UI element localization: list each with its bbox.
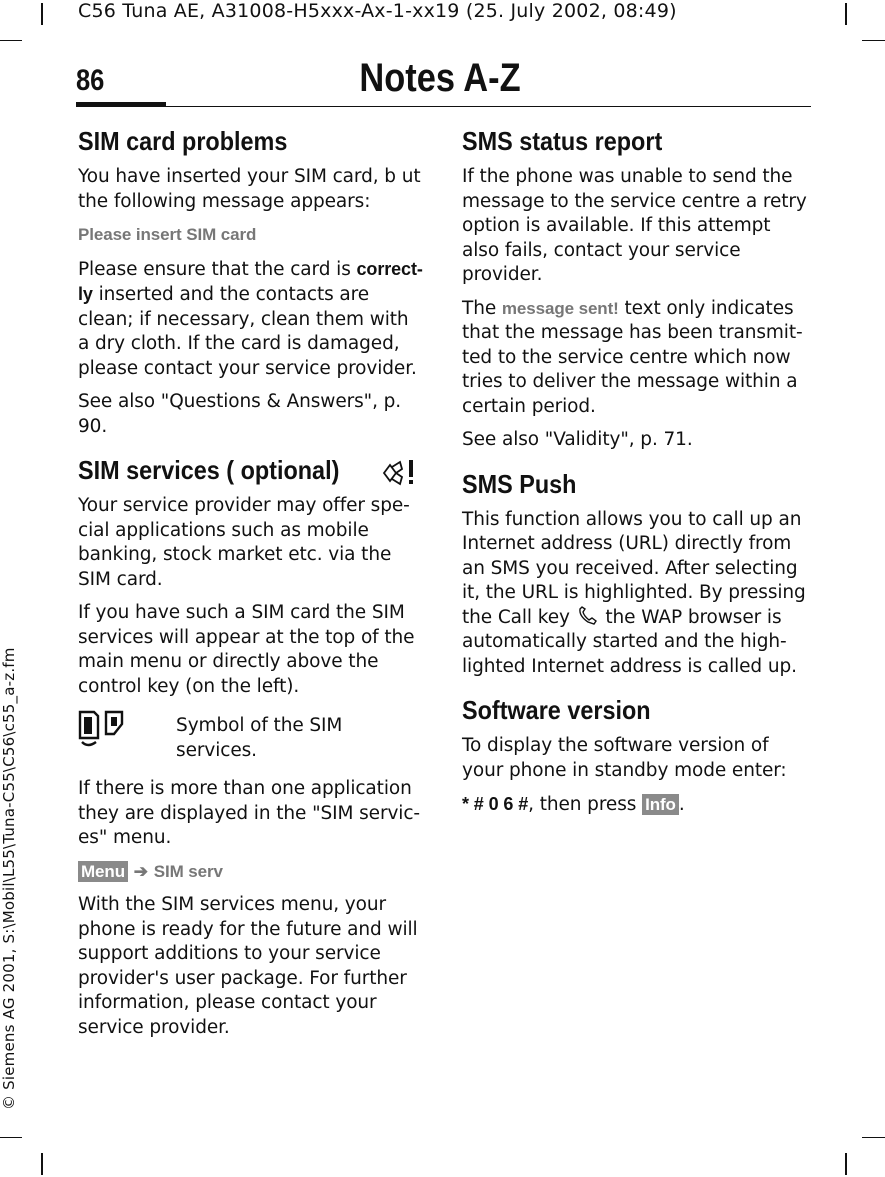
section-heading: SMS Push	[462, 468, 577, 499]
running-header: C56 Tuna AE, A31008-H5xxx-Ax-1-xx19 (25. July 2002, 08:49)	[78, 0, 677, 22]
paragraph: You have inserted your SIM card, b ut the following message appears:	[78, 166, 421, 212]
paragraph: If the phone was unable to send the message to the service centre a retry option is available. If this attempt also fails, contact your service provider.	[462, 166, 807, 285]
display-text: message sent!	[501, 298, 619, 318]
text: the WAP browser is automatically started and the high-lighted Internet address is called up.	[462, 606, 797, 677]
crop-mark	[862, 1137, 885, 1138]
crop-mark	[41, 3, 43, 25]
section-heading: SMS status report	[462, 126, 663, 156]
crop-mark	[862, 40, 885, 41]
section-sim-card-problems	[78, 126, 424, 439]
symbol-caption: Symbol of the SIM services.	[176, 715, 343, 761]
paragraph: To display the software version of your phone in standby mode enter:	[462, 735, 787, 781]
info-softkey: Info	[642, 794, 679, 815]
paragraph	[462, 297, 808, 420]
symbol-row	[78, 708, 424, 763]
menu-softkey: Menu	[78, 861, 128, 882]
right-column	[462, 126, 808, 834]
text: The	[462, 297, 502, 319]
section-sim-services	[78, 455, 424, 1040]
cross-reference: See also "Questions & Answers", p. 90.	[78, 391, 402, 437]
menu-item: SIM serv	[153, 861, 223, 881]
header-rule	[76, 106, 811, 107]
arrow-icon: ➔	[133, 861, 148, 881]
emphasis: correct-ly	[78, 258, 423, 304]
paragraph: If you have such a SIM card the SIM services will appear at the top of the main menu or directly above the control key (on the left).	[78, 602, 415, 697]
crop-mark	[845, 3, 847, 25]
crop-mark	[41, 1153, 43, 1175]
paragraph	[462, 508, 808, 680]
section-software-version	[462, 695, 808, 818]
paragraph: With the SIM services menu, your phone is ready for the future and will support additions to your service provider's user package. For further information, please contact your service provider.	[78, 894, 418, 1038]
page-title: Notes A-Z	[359, 56, 521, 100]
network-dependent-icon	[378, 457, 422, 487]
section-heading: SIM services ( optional)	[78, 455, 340, 485]
paragraph: Your service provider may offer spe-cial applications such as mobile banking, stock market etc. via the SIM card.	[78, 495, 410, 590]
key-sequence	[462, 792, 808, 818]
key-code: * # 0 6 #	[462, 794, 529, 814]
text: .	[678, 794, 685, 815]
paragraph	[78, 257, 424, 382]
section-sms-push	[462, 469, 808, 680]
call-key-icon	[576, 606, 600, 626]
menu-path	[78, 860, 424, 885]
crop-mark	[0, 1137, 22, 1138]
section-sms-status-report	[462, 126, 808, 453]
crop-mark	[845, 1153, 847, 1175]
text: inserted and the contacts are clean; if necessary, clean them with a dry cloth. If the card is damaged, please contact your service provider.	[78, 284, 417, 379]
text: text only indicates that the message has been transmit-ted to the service centre which now tries to deliver the message within a certain period.	[462, 297, 803, 417]
section-heading: Software version	[462, 695, 651, 725]
text: , then press	[528, 794, 643, 815]
text: Please ensure that the card is	[78, 258, 357, 280]
sim-services-icon	[78, 708, 128, 750]
page-number: 86	[76, 64, 105, 97]
paragraph: If there is more than one application they are displayed in the "SIM servic-es" menu.	[78, 778, 420, 848]
cross-reference: See also "Validity", p. 71.	[462, 429, 693, 450]
section-heading: SIM card problems	[78, 126, 288, 156]
text: This function allows you to call up an Internet address (URL) directly from an SMS you received. After selecting it, the URL is highlighted. By pressing the Call key	[462, 508, 806, 628]
display-message	[78, 223, 424, 248]
crop-mark	[0, 40, 22, 41]
message-text: Please insert SIM card	[78, 225, 257, 244]
copyright-side-text: © Siemens AG 2001, S:\Mobil\L55\Tuna-C55\C56\c55_a-z.fm	[0, 647, 18, 1110]
left-column	[78, 126, 424, 1056]
